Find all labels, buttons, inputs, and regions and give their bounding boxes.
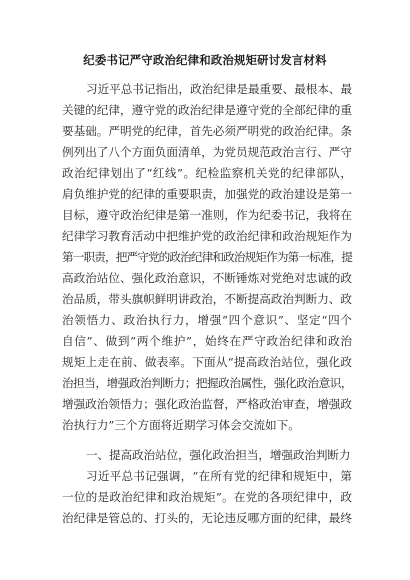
paragraph-line: 第一职责，把严守党的政治纪律和政治规矩作为第一标准，提 [62,250,352,264]
paragraph-line: 纪律学习教育活动中把维护党的政治纪律和政治规矩作为 [62,229,352,243]
section-heading: 一、提高政治站位，强化政治担当，增强政治判断力 [86,448,351,462]
paragraph-line: 政治纪律划出了“红线”。纪检监察机关党的纪律部队， [62,166,352,180]
paragraph-line: 习近平总书记强调，“在所有党的纪律和规矩中，第 [86,469,352,483]
paragraph-line: 增强政治领悟力；强化政治监督，严格政治审查，增强政 [62,397,352,411]
paragraph-line: 习近平总书记指出，政治纪律是最重要、最根本、最 [86,82,352,96]
paragraph-line: 治执行力”三个方面将近期学习体会交流如下。 [62,418,300,432]
paragraph-line: 治纪律是管总的、打头的，无论违反哪方面的纪律，最终 [62,511,352,525]
paragraph-line: 治领悟力、政治执行力，增强“四个意识”、坚定“四个 [62,313,352,327]
paragraph-line: 目标，遵守政治纪律是第一准则，作为纪委书记，我将在 [62,208,352,222]
document-title: 纪委书记严守政治纪律和政治规矩研讨发言材料 [83,53,327,67]
paragraph-line: 要基础。严明党的纪律，首先必须严明党的政治纪律。条 [62,124,352,138]
paragraph-line: 肩负维护党的纪律的重要职责，加强党的政治建设是第一 [62,187,352,201]
paragraph-line: 高政治站位、强化政治意识，不断锤炼对党绝对忠诚的政 [62,271,352,285]
paragraph-line: 关键的纪律，遵守党的政治纪律是遵守党的全部纪律的重 [62,103,352,117]
paragraph-line: 规矩上走在前、做表率。下面从“提高政治站位，强化政 [62,355,352,369]
paragraph-line: 治品质，带头旗帜鲜明讲政治，不断提高政治判断力、政 [62,292,352,306]
paragraph-line: 治担当，增强政治判断力；把握政治属性，强化政治意识， [62,376,352,390]
paragraph-line: 一位的是政治纪律和政治规矩”。在党的各项纪律中，政 [62,490,352,504]
paragraph-line: 自信”、做到“两个维护”，始终在严守政治纪律和政治 [62,334,352,348]
paragraph-line: 例列出了八个方面负面清单，为党员规范政治言行、严守 [62,145,352,159]
